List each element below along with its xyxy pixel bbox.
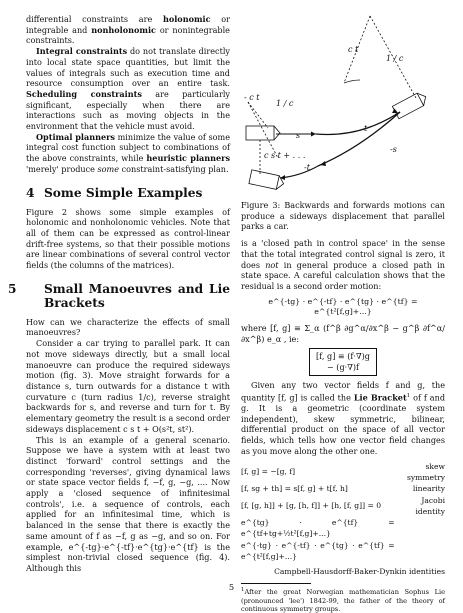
label-cst: c s t + . . . — [264, 151, 306, 160]
identity-row: [f, g] = −[g, f] skew symmetry — [241, 461, 445, 482]
label-t: t — [364, 124, 368, 133]
car-start-position — [246, 126, 280, 140]
intro-paragraph: differential constraints are holonomic or integrable and nonholonomic or nonintegrable constraints. — [26, 14, 231, 46]
car-lower-position — [249, 170, 285, 191]
figure-3-parallel-park-diagram — [240, 8, 446, 192]
planners-paragraph: Optimal planners minimize the value of some integral cost function subject to combinations of the above constraints, while heuristic planners 'merely' produce some constraint-satisfying plan. — [26, 131, 230, 174]
cbh-label: Campbell-Hausdorff-Baker-Dynkin identities — [274, 566, 445, 576]
lie-bracket-definition-box: [f, g] ≡ (f·∇)g − (g·∇)f — [309, 348, 377, 375]
section-4-body: Figure 2 shows some simple examples of holonomic and nonholonomic vehicles. Note that all of them can be expressed as control-linear drift-free systems, so that their possible motions are linear combinations of several control vector fields (the columns of the matrices). — [26, 206, 230, 271]
general-scenario-paragraph: This is an example of a general scenario. Suppose we have a system with at least two distinct 'forward' control settings and the corresponding 'reverses', giving dynamical laws or state space vector fields f, −f, g, −g, .... Now apply a 'closed sequence of infinitesimal controls', i.e. a sequence of controls, each applied for an infinitesimal time, which is balanced in the sense that there is exactly the same amount of f as −f, g as −g, and so on. For example, e^{-tg}·e^{-tf}·e^{tg}·e^{tf} is the simplest non-trivial closed sequence (fig. 4). Although this — [26, 434, 230, 573]
identity-row: [f, sg + th] = s[f, g] + t[f, h] linearity — [241, 484, 445, 494]
section-5-intro: How can we characterize the effects of small manoeuvres? — [26, 316, 230, 338]
section-4-heading: 4 Some Simple Examples — [26, 185, 203, 200]
label-neg-s: -s — [390, 145, 397, 154]
lie-bracket-paragraph: Given any two vector fields f and g, the quantity [f, g] is called the Lie Bracket$^1$ of f and g. It is a geometric (coordinate system independent), skew symmetric, bilinear, differential product on the space of all vector fields, which tells how one vector field changes as you move along the other one. — [241, 379, 446, 456]
lie-bracket-identities — [241, 461, 445, 562]
footnote: $^1$After the great Norwegian mathematician Sophus Lie (pronounced 'lee') 1842-99, the father of the theory of continuous symmetry groups. — [241, 587, 445, 613]
label-ct-left: - c t — [244, 93, 260, 102]
right-column — [241, 194, 445, 613]
where-definition: where [f, g] ≡ Σ_α (f^β ∂g^α/∂x^β − g^β ∂f^α/∂x^β) e_α , ie: — [241, 323, 445, 344]
integral-constraints-paragraph: Integral constraints do not translate directly into local state space quantities, but limit the values of integrals such as execution time and resource consumption over an entire task. Scheduling constraints are particularly significant, especially when there are interactions such as moving objects in the environment that the vehicle must avoid. — [26, 46, 230, 132]
page-number: 5 — [228, 582, 235, 592]
label-ct-top: c t — [348, 45, 359, 54]
label-neg-t: -t — [304, 163, 310, 172]
left-column — [8, 14, 231, 574]
identity-row: e^{tg} · e^{tf} = e^{tf+tg+½t²[f,g]+...} — [241, 518, 395, 539]
identity-row: [f, [g, h]] + [g, [h, f]] + [h, [f, g]] = 0 Jacobi identity — [241, 496, 445, 516]
identity-row: e^{-tg} · e^{-tf} · e^{tg} · e^{tf} = e^{t²[f,g]+...} — [241, 540, 395, 561]
equation-commutator: e^{-tg} · e^{-tf} · e^{tg} · e^{tf} = e^{t²[f,g]+...} — [268, 296, 418, 317]
right-paragraph-1: is a 'closed path in control space' in the sense that the total integrated control signal is zero, it does not in general produce a closed path in state space. A careful calculation shows that the residual is a second order motion: — [241, 238, 445, 291]
parallel-park-paragraph: Consider a car trying to parallel park. It can not move sideways directly, but a small local manoeuvre can produce the required sideways motion (fig. 3). Move straight forwards for a distance s, turn outwards for a distance t with curvature c (turn radius 1/c), reverse straight backwards for s, and reverse and turn for t. By elementary geometry the result is a second order sideways displacement c s t + O(s²t, st²). — [26, 338, 230, 434]
label-1c-top: 1 / c — [386, 54, 404, 63]
label-1c-left: 1 / c — [276, 99, 294, 108]
label-s: s — [296, 131, 301, 140]
figure-3-caption: Figure 3: Backwards and forwards motions can produce a sideways displacement that parallel parks a car. — [241, 200, 445, 232]
section-5-heading: 5 Small Manoeuvres and Lie Brackets — [8, 281, 230, 310]
